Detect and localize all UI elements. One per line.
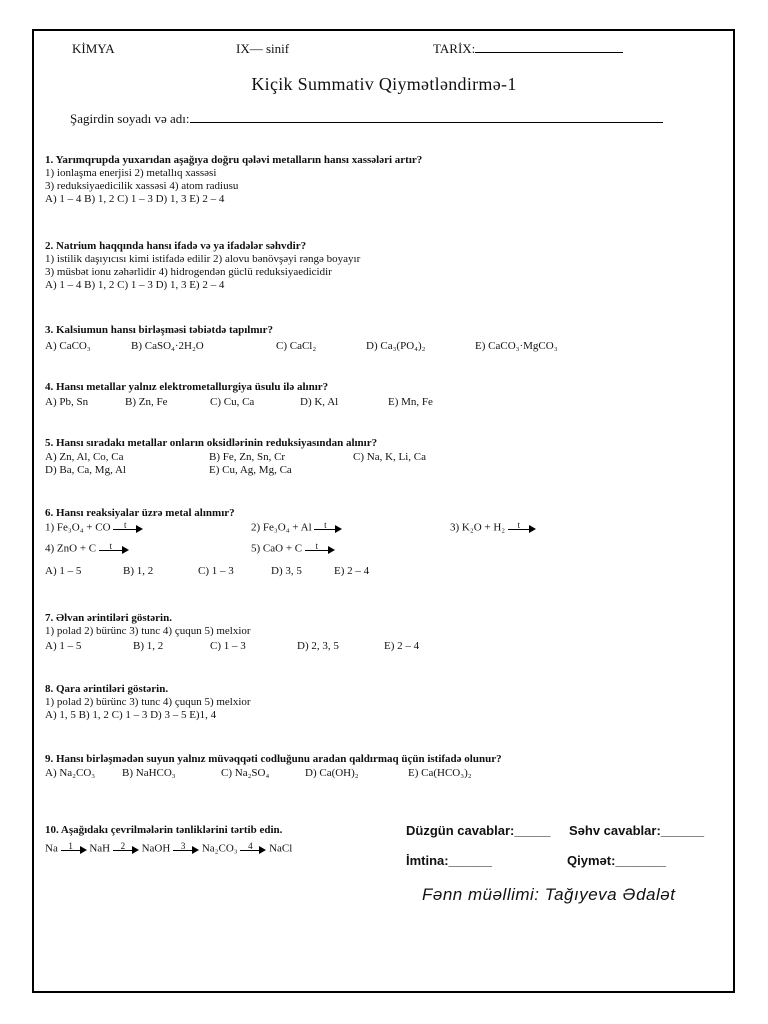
grade-label: IX— sinif <box>236 41 290 56</box>
question-2-line-1: 1) istilik daşıyıcısı kimi istifadə edilir 2) alovu bənövşəyi rəngə boyayır <box>45 253 361 265</box>
arrow-label: t <box>324 520 327 530</box>
question-4-option-c: C) Cu, Ca <box>210 396 255 408</box>
reaction-5 <box>251 542 335 556</box>
question-2-line-2: 3) müsbət ionu zəhərlidir 4) hidrogendən güclü reduksiyaedicidir <box>45 266 332 278</box>
reaction-2-text: 2) Fe₃O₄ + Al <box>251 521 312 534</box>
step-number: 3 <box>180 841 186 851</box>
question-3-option-b: B) CaSO₄·2H₂O <box>131 340 204 352</box>
reaction-3-text: 3) K₂O + H₂ <box>450 521 506 534</box>
question-3 <box>45 324 273 337</box>
refused-field[interactable]: İmtina:______ <box>406 853 492 868</box>
reaction-3 <box>450 521 536 535</box>
reaction-4-text: 4) ZnO + C <box>45 542 97 555</box>
question-5-option-a: A) Zn, Al, Co, Ca <box>45 451 124 463</box>
conversion-chain <box>45 842 292 856</box>
arrow-icon <box>240 842 266 856</box>
question-7-option-b: B) 1, 2 <box>133 640 164 652</box>
question-6-option-d: D) 3, 5 <box>271 565 302 577</box>
arrow-label: t <box>315 541 319 551</box>
question-7 <box>45 612 251 638</box>
question-4-title: 4. Hansı metallar yalnız elektrometallurgiya üsulu ilə alınır? <box>45 381 329 393</box>
arrow-label: t <box>124 520 127 530</box>
question-6-option-e: E) 2 – 4 <box>334 565 370 577</box>
question-4-option-a: A) Pb, Sn <box>45 396 89 408</box>
question-9-option-c: C) Na₂SO₄ <box>221 767 270 779</box>
arrow-icon <box>113 842 139 856</box>
chain-item: NaCl <box>269 842 293 855</box>
question-9-option-b: B) NaHCO₃ <box>122 767 176 779</box>
question-7-option-c: C) 1 – 3 <box>210 640 246 652</box>
reaction-1 <box>45 521 143 535</box>
question-6-option-a: A) 1 – 5 <box>45 565 82 577</box>
arrow-icon <box>113 521 143 535</box>
step-number: 4 <box>248 841 253 851</box>
date-label: TARİX: <box>433 41 476 56</box>
teacher-name: Fənn müəllimi: Tağıyeva Ədalət <box>422 885 676 904</box>
question-9-title: 9. Hansı birləşmədən suyun yalnız müvəqqəti codluğunu aradan qaldırmaq üçün istifadə olunur? <box>45 753 502 765</box>
question-1-line-1: 1) ionlaşma enerjisi 2) metallıq xassəsi <box>45 167 217 179</box>
arrow-icon <box>314 521 342 535</box>
question-5-option-e: E) Cu, Ag, Mg, Ca <box>209 464 292 476</box>
question-3-option-e: E) CaCO₃·MgCO₃ <box>475 340 558 352</box>
arrow-icon <box>305 542 335 556</box>
arrow-label: t <box>517 520 521 530</box>
question-5-option-c: C) Na, K, Li, Ca <box>353 451 427 463</box>
question-3-title: 3. Kalsiumun hansı birləşməsi təbiətdə tapılmır? <box>45 324 273 336</box>
question-8-line-1: 1) polad 2) bürünc 3) tunc 4) çuqun 5) melxior <box>45 696 251 708</box>
question-3-option-d: D) Ca₃(PO₄)₂ <box>366 340 426 352</box>
subject-label: KİMYA <box>72 41 115 56</box>
question-5-option-d: D) Ba, Ca, Mg, Al <box>45 464 126 476</box>
grade-field[interactable]: Qiymət:_______ <box>567 853 667 868</box>
question-5-option-b: B) Fe, Zn, Sn, Cr <box>209 451 286 463</box>
student-name-label: Şagirdin soyadı və adı: <box>70 111 190 126</box>
reaction-5-text: 5) CaO + C <box>251 542 303 555</box>
question-9-option-e: E) Ca(HCO₃)₂ <box>408 767 472 779</box>
question-7-line-1: 1) polad 2) bürünc 3) tunc 4) çuqun 5) melxior <box>45 625 251 637</box>
question-8 <box>45 683 251 722</box>
question-2-options: A) 1 – 4 B) 1, 2 C) 1 – 3 D) 1, 3 E) 2 – 4 <box>45 279 225 291</box>
date-blank[interactable] <box>475 52 623 53</box>
question-4-option-d: D) K, Al <box>300 396 339 408</box>
question-2 <box>45 240 360 292</box>
step-number: 1 <box>68 841 73 851</box>
student-name-blank[interactable] <box>190 122 663 123</box>
step-number: 2 <box>120 841 126 851</box>
question-1-options: A) 1 – 4 B) 1, 2 C) 1 – 3 D) 1, 3 E) 2 – 4 <box>45 193 225 205</box>
reaction-2 <box>251 521 342 535</box>
question-2-title: 2. Natrium haqqında hansı ifadə və ya ifadələr səhvdir? <box>45 240 307 252</box>
question-1 <box>45 154 422 206</box>
arrow-icon <box>99 542 129 556</box>
chain-item: Na₂CO₃ <box>201 842 238 855</box>
question-8-title: 8. Qara ərintiləri göstərin. <box>45 683 169 695</box>
question-6-option-b: B) 1, 2 <box>123 565 154 577</box>
arrow-icon <box>508 521 536 535</box>
question-9-option-a: A) Na₂CO₃ <box>45 767 96 779</box>
question-7-title: 7. Əlvan ərintiləri göstərin. <box>45 612 172 624</box>
question-1-title: 1. Yarımqrupda yuxarıdan aşağıya doğru qələvi metalların hansı xassələri artır? <box>45 154 423 166</box>
date-field[interactable] <box>433 41 623 57</box>
question-7-option-d: D) 2, 3, 5 <box>297 640 339 652</box>
reaction-4 <box>45 542 129 556</box>
question-3-option-a: A) CaCO₃ <box>45 340 91 352</box>
student-name-field[interactable] <box>70 111 663 127</box>
question-7-option-a: A) 1 – 5 <box>45 640 82 652</box>
question-5-title: 5. Hansı sıradakı metallar onların oksidlərinin reduksiyasından alınır? <box>45 437 378 449</box>
page-title: Kiçik Summativ Qiymətləndirmə-1 <box>251 74 517 94</box>
chain-item: NaH <box>89 842 111 855</box>
wrong-answers-field[interactable]: Səhv cavablar:______ <box>569 823 705 838</box>
question-6-option-c: C) 1 – 3 <box>198 565 234 577</box>
question-1-line-2: 3) reduksiyaedicilik xassəsi 4) atom radiusu <box>45 180 239 192</box>
chain-item: NaOH <box>141 842 171 855</box>
correct-answers-field[interactable]: Düzgün cavablar:_____ <box>406 823 551 838</box>
question-4-option-b: B) Zn, Fe <box>125 396 168 408</box>
question-4-option-e: E) Mn, Fe <box>388 396 433 408</box>
question-8-options: A) 1, 5 B) 1, 2 C) 1 – 3 D) 3 – 5 E)1, 4 <box>45 709 217 721</box>
arrow-icon <box>61 842 87 856</box>
question-6-title: 6. Hansı reaksiyalar üzrə metal alınmır? <box>45 507 235 519</box>
arrow-icon <box>173 842 199 856</box>
reaction-1-text: 1) Fe₃O₄ + CO <box>45 521 111 534</box>
question-10-title: 10. Aşağıdakı çevrilmələrin tənliklərini tərtib edin. <box>45 824 283 836</box>
question-3-option-c: C) CaCl₂ <box>276 340 317 352</box>
question-9-option-d: D) Ca(OH)₂ <box>305 767 359 779</box>
chain-item: Na <box>45 842 58 855</box>
question-7-option-e: E) 2 – 4 <box>384 640 420 652</box>
arrow-label: t <box>109 541 113 551</box>
